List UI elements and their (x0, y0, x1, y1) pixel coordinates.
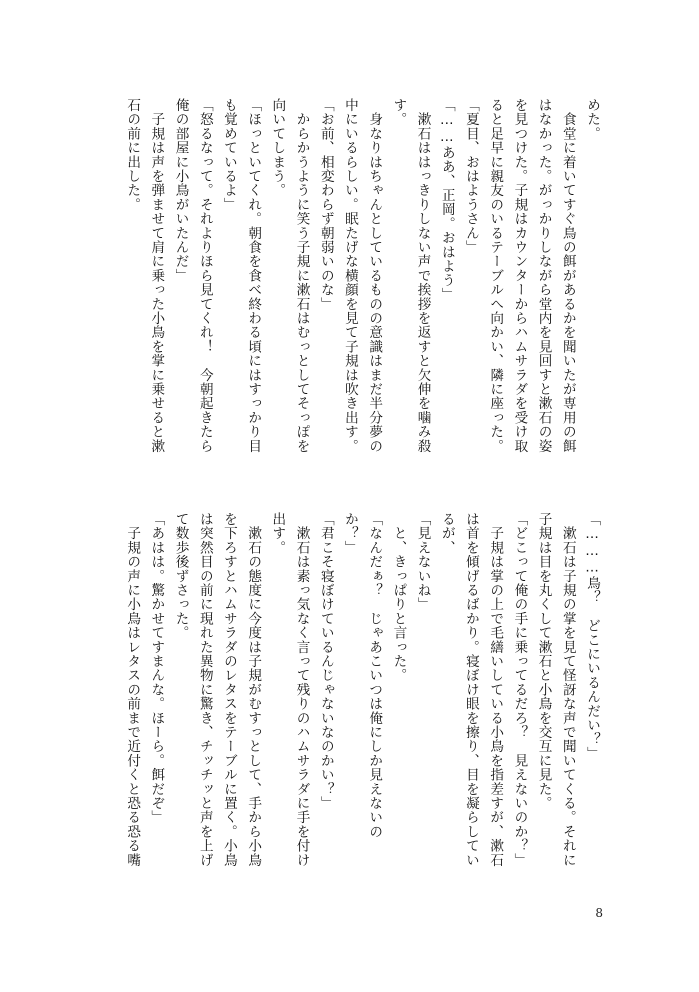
text-line: 石の前に出した。 (124, 98, 141, 212)
text-line: 「君こそ寝ぼけているんじゃないなのかい？」 (317, 512, 334, 811)
text-line: を下ろすとハムサラダのレタスをテーブルに置く。小鳥 (220, 512, 237, 867)
text-line: か？」 (341, 512, 358, 555)
text-line: 「見えないね」 (414, 512, 431, 612)
text-line: は首を傾げるばかり。寝ぼけ眼を擦り、目を凝らしてい (462, 512, 479, 867)
text-line: 子規は声を弾ませて肩に乗った小鳥を掌に乗せると漱 (148, 98, 165, 453)
text-block-bottom (120, 512, 604, 900)
text-line: 「あはは。驚かせてすまんな。ほーら。餌だぞ」 (148, 512, 165, 825)
text-line: 「………鳥？ どこにいるんだい？」 (584, 512, 600, 761)
text-line: 漱石は子規の掌を見て怪訝な声で聞いてくる。それに (559, 512, 576, 867)
text-line: て数歩後ずさった。 (172, 512, 189, 640)
page-number: 8 (595, 906, 603, 920)
text-line: 子規は目を丸くして漱石と小鳥を交互に見た。 (535, 512, 552, 811)
text-line: 向いてしまう。 (269, 98, 286, 198)
text-line: す。 (390, 98, 407, 127)
text-line: 「ほっといてくれ。朝食を食べ終わる頃にはすっかり目 (245, 98, 262, 453)
text-line: 俺の部屋に小鳥がいたんだ」 (172, 98, 189, 283)
text-line: 「お前、相変わらず朝弱いのな」 (317, 98, 334, 311)
text-line: 身なりはちゃんとしているものの意識はまだ半分夢の (366, 98, 383, 453)
text-line: 中にいるらしい。眠たげな横顔を見て子規は吹き出す。 (341, 98, 358, 453)
text-line: 食堂に着いてすぐ鳥の餌があるかを聞いたが専用の餌 (559, 98, 576, 453)
text-line: も覚めているよ」 (220, 98, 237, 212)
text-line: 子規は掌の上で毛繕いしている小鳥を指差すが、漱石 (487, 512, 504, 867)
text-line: と、きっぱりと言った。 (390, 512, 407, 683)
text-line: からかうように笑う子規に漱石はむっとしてそっぽを (293, 98, 310, 453)
text-line: 漱石ははっきりしない声で挨拶を返すと欠伸を噛み殺 (414, 98, 431, 453)
text-line: を見つけた。子規はカウンターからハムサラダを受け取 (511, 98, 528, 453)
text-line: るが、 (438, 512, 455, 555)
text-line: 「怒るなって。それよりほら見てくれ！ 今朝起きたら (196, 98, 213, 453)
text-line: はなかった。がっかりしながら堂内を見回すと漱石の姿 (535, 98, 552, 453)
text-line: 漱石の態度に今度は子規がむすっとして、手から小鳥 (245, 512, 262, 867)
text-line: 漱石は素っ気なく言って残りのハムサラダに手を付け (293, 512, 310, 867)
text-line: 「なんだぁ？ じゃあこいつは俺にしか見えないの (366, 512, 383, 839)
text-block-top (120, 98, 604, 486)
text-line: 「……ああ、正岡。おはよう」 (438, 98, 455, 302)
text-line: めた。 (584, 98, 600, 141)
text-line: は突然目の前に現れた異物に驚き、チッチッと声を上げ (196, 512, 213, 867)
text-line: 「どこって俺の手に乗ってるだろ？ 見えないのか？」 (511, 512, 528, 867)
text-line: 子規の声に小鳥はレタスの前まで近付くと恐る恐る嘴 (124, 512, 141, 867)
text-line: ると足早に親友のいるテーブルへ向かい、隣に座った。 (487, 98, 504, 453)
text-line: 「夏目、おはようさん」 (462, 98, 479, 255)
text-line: 出す。 (269, 512, 286, 555)
